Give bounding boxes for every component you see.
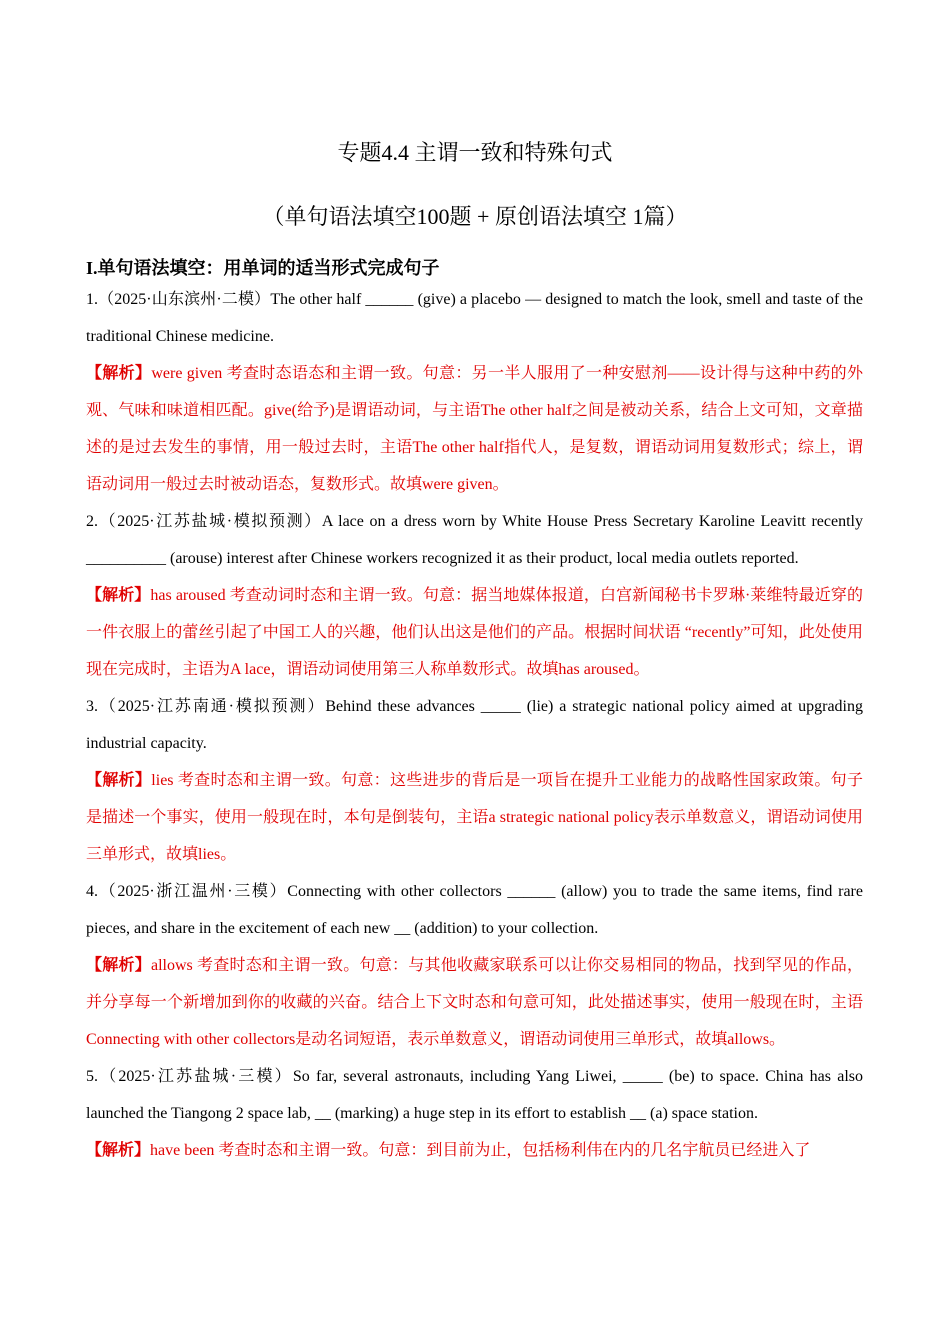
- question-5: 5.（2025·江苏盐城·三模）So far, several astronauts, including Yang Liwei, _____ (be) to space. China has also launched the Tiangong 2 space lab, __ (marking) a huge step in its effort to establish __ (a) space station.: [86, 1068, 863, 1122]
- analysis-tag: 【解析】: [86, 1142, 151, 1159]
- document-subtitle: （单句语法填空100题 + 原创语法填空 1篇）: [262, 204, 688, 229]
- answer-text: were given 考查时态语态和主谓一致。句意：另一半人服用了一种安慰剂——设计得与这种中药的外观、气味和味道相匹配。give(给予)是谓语动词，与主语The other half之间是被动关系，结合上文可知，文章描述的是过去发生的事情，用一般过去时，主语The other half指代人，是复数，谓语动词用复数形式；综上，谓语动词用一般过去时被动语态，复数形式。故填were given。: [86, 365, 863, 493]
- answer-3: [86, 762, 863, 873]
- question-2: 2.（2025·江苏盐城·模拟预测）A lace on a dress worn by White House Press Secretary Karoline Leavitt recently __________ (arouse) interest after Chinese workers recognized it as their product, local media outlets reported.: [86, 513, 863, 567]
- question-3: 3.（2025·江苏南通·模拟预测）Behind these advances _____ (lie) a strategic national policy aimed at upgrading industrial capacity.: [86, 698, 863, 752]
- exercise-list: [86, 281, 863, 1169]
- answer-text: allows 考查时态和主谓一致。句意：与其他收藏家联系可以让你交易相同的物品，找到罕见的作品，并分享每一个新增加到你的收藏的兴奋。结合上下文时态和句意可知，此处描述事实，使用一般现在时，主语Connecting with other collectors是动名词短语，表示单数意义，谓语动词使用三单形式，故填allows。: [86, 957, 863, 1048]
- answer-text: lies 考查时态和主谓一致。句意：这些进步的背后是一项旨在提升工业能力的战略性国家政策。句子是描述一个事实，使用一般现在时，本句是倒装句，主语a strategic national policy表示单数意义，谓语动词使用三单形式，故填lies。: [86, 772, 863, 863]
- document-title: 专题4.4 主谓一致和特殊句式: [337, 140, 613, 165]
- analysis-tag: 【解析】: [86, 587, 151, 604]
- analysis-tag: 【解析】: [86, 957, 151, 974]
- answer-5: [86, 1132, 863, 1169]
- section-heading: I.单句语法填空：用单词的适当形式完成句子: [86, 258, 440, 278]
- answer-text: have been 考查时态和主谓一致。句意：到目前为止，包括杨利伟在内的几名宇航员已经进入了: [150, 1142, 811, 1159]
- analysis-tag: 【解析】: [86, 772, 152, 789]
- answer-text: has aroused 考查动词时态和主谓一致。句意：据当地媒体报道，白宫新闻秘书卡罗琳·莱维特最近穿的一件衣服上的蕾丝引起了中国工人的兴趣，他们认出这是他们的产品。根据时间状语 “recently”可知，此处使用现在完成时，主语为A lace，谓语动词使用第三人称单数形式。故填has aroused。: [86, 587, 863, 678]
- question-4: 4.（2025·浙江温州·三模）Connecting with other collectors ______ (allow) you to trade the same items, find rare pieces, and share in the excitement of each new __ (addition) to your collection.: [86, 883, 863, 937]
- answer-4: [86, 947, 863, 1058]
- answer-1: [86, 355, 863, 503]
- answer-2: [86, 577, 863, 688]
- question-1: 1.（2025·山东滨州·二模）The other half ______ (give) a placebo — designed to match the look, smell and taste of the traditional Chinese medicine.: [86, 291, 863, 345]
- analysis-tag: 【解析】: [86, 365, 152, 382]
